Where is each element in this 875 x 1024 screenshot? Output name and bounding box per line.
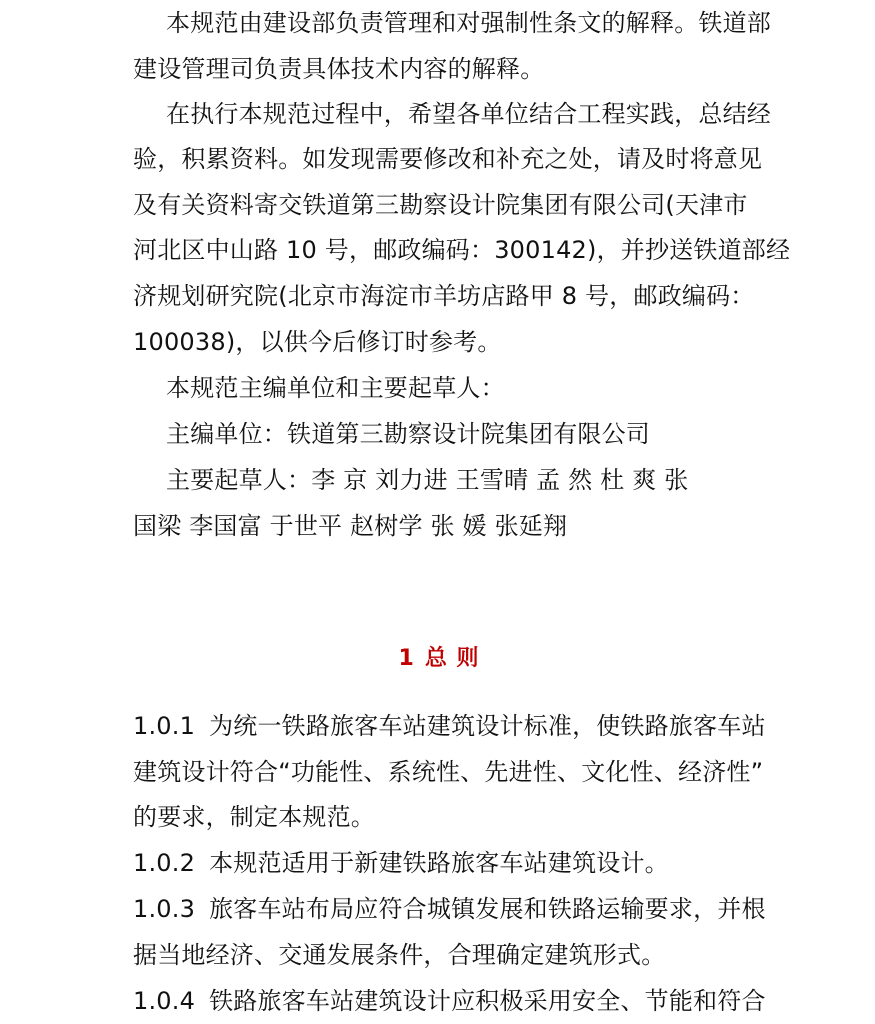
clause-number: 1.0.1 <box>133 712 196 740</box>
preface-line: 主编单位：铁道第三勘察设计院集团有限公司 <box>166 420 650 448</box>
clause-text: 旅客车站布局应符合城镇发展和铁路运输要求，并根 <box>209 895 766 923</box>
chapter-title: 总 则 <box>424 646 480 671</box>
clause-line: 据当地经济、交通发展条件，合理确定建筑形式。 <box>133 941 666 969</box>
preface-line: 及有关资料寄交铁道第三勘察设计院集团有限公司(天津市 <box>133 191 748 219</box>
clause-line <box>133 710 766 742</box>
chapter-heading <box>133 643 745 675</box>
clause-line: 建筑设计符合“功能性、系统性、先进性、文化性、经济性” <box>133 758 764 786</box>
preface-line: 河北区中山路 10 号，邮政编码：300142)，并抄送铁道部经 <box>133 236 791 264</box>
preface-line: 本规范由建设部负责管理和对强制性条文的解释。铁道部 <box>166 9 771 37</box>
preface-line: 验，积累资料。如发现需要修改和补充之处，请及时将意见 <box>133 145 763 173</box>
clause-text: 铁路旅客车站建筑设计应积极采用安全、节能和符合 <box>209 987 766 1015</box>
chapter-number: 1 <box>398 646 415 671</box>
preface-line: 100038)，以供今后修订时参考。 <box>133 328 502 356</box>
clause-line <box>133 985 766 1017</box>
preface-line: 济规划研究院(北京市海淀市羊坊店路甲 8 号，邮政编码： <box>133 282 755 310</box>
clause-number: 1.0.3 <box>133 895 196 923</box>
clause-text: 本规范适用于新建铁路旅客车站建筑设计。 <box>209 849 669 877</box>
preface-line: 主要起草人：李 京 刘力进 王雪晴 孟 然 杜 爽 张 <box>166 466 689 494</box>
preface-line: 本规范主编单位和主要起草人： <box>166 374 505 402</box>
clause-line <box>133 847 669 879</box>
clause-number: 1.0.4 <box>133 987 196 1015</box>
clause-number: 1.0.2 <box>133 849 196 877</box>
preface-line: 建设管理司负责具体技术内容的解释。 <box>133 55 545 83</box>
preface-line: 国梁 李国富 于世平 赵树学 张 媛 张延翔 <box>133 512 568 540</box>
clause-text: 为统一铁路旅客车站建筑设计标准，使铁路旅客车站 <box>209 712 766 740</box>
preface-line: 在执行本规范过程中，希望各单位结合工程实践，总结经 <box>166 100 771 128</box>
clause-line: 的要求，制定本规范。 <box>133 803 375 831</box>
clause-line <box>133 893 766 925</box>
